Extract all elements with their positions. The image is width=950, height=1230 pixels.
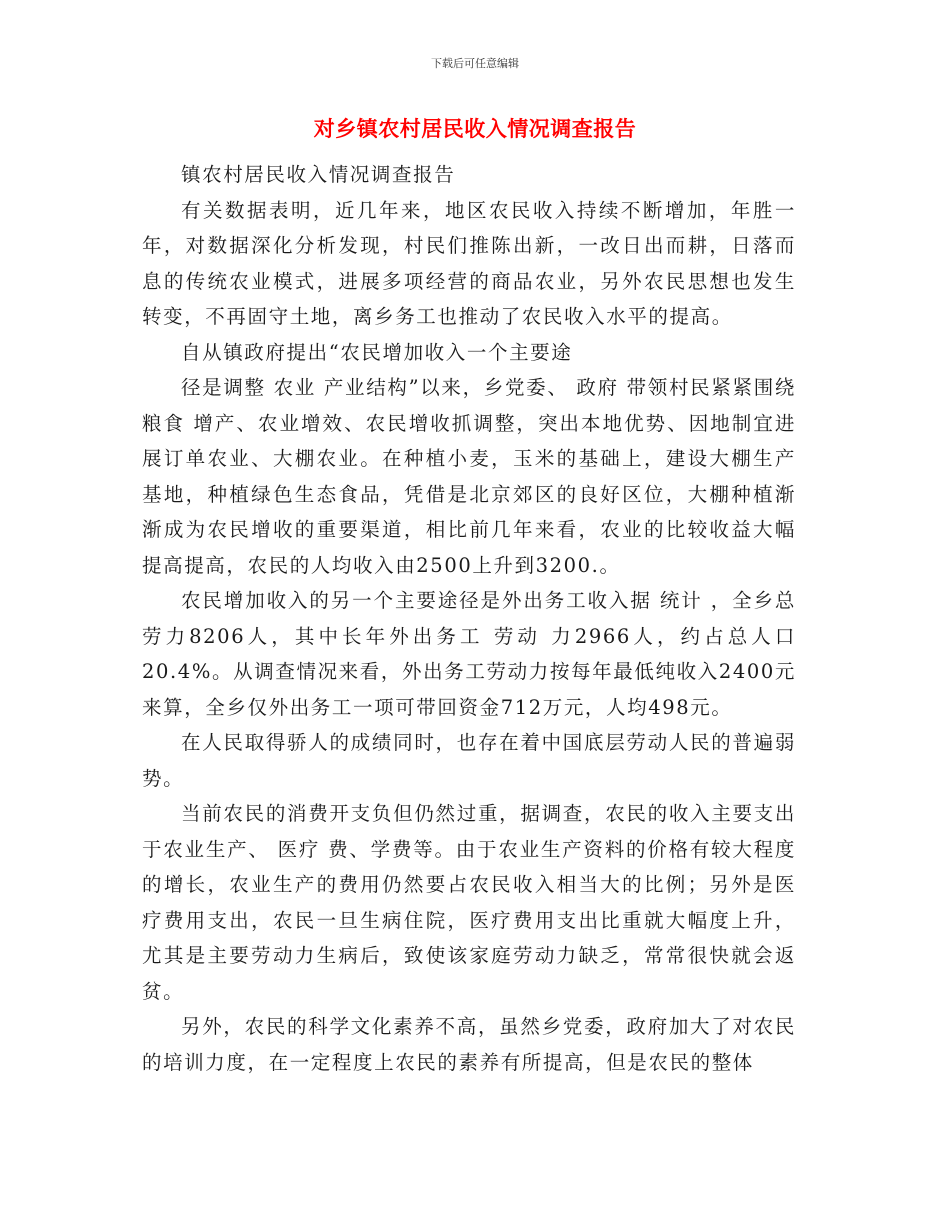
paragraph: 径是调整 农业 产业结构”以来，乡党委、 政府 带领村民紧紧围绕 粮食 增产、农业增效、农民增收抓调整，突出本地优势、因地制宜进展订单农业、大棚农业。在种植小麦，玉米的基础上，建设大棚生产基地，种植绿色生态食品，凭借是北京郊区的良好区位，大棚种植渐渐成为农民增收的重要渠道，相比前几年来看，农业的比较收益大幅提高提高，农民的人均收入由2500上升到3200.。 — [142, 376, 796, 577]
paragraph: 农民增加收入的另一个主要途径是外出务工收入据 统计 ，全乡总劳力8206人，其中长年外出务工 劳动 力2966人，约占总人口 20.4%。从调查情况来看，外出务工劳动力按每年最低纯收入2400元来算，全乡仅外出务工一项可带回资金712万元，人均498元。 — [142, 589, 796, 719]
paragraph: 镇农村居民收入情况调查报告 — [181, 163, 456, 186]
paragraph: 有关数据表明，近几年来，地区农民收入持续不断增加，年胜一年，对数据深化分析发现，村民们推陈出新，一改日出而耕，日落而息的传统农业模式，进展多项经营的商品农业，另外农民思想也发生转变，不再固守土地，离乡务工也推动了农民收入水平的提高。 — [142, 198, 796, 328]
document-body — [142, 157, 796, 1080]
document-title: 对乡镇农村居民收入情况调查报告 — [313, 117, 637, 141]
header-note: 下载后可任意编辑 — [431, 57, 519, 70]
paragraph: 在人民取得骄人的成绩同时，也存在着中国底层劳动人民的普遍弱势。 — [142, 731, 796, 790]
paragraph: 另外，农民的科学文化素养不高，虽然乡党委，政府加大了对农民的培训力度，在一定程度上农民的素养有所提高，但是农民的整体 — [142, 1015, 796, 1074]
paragraph: 当前农民的消费开支负但仍然过重，据调查，农民的收入主要支出于农业生产、 医疗 费、学费等。由于农业生产资料的价格有较大程度的增长，农业生产的费用仍然要占农民收入相当大的比例；另外是医疗费用支出，农民一旦生病住院，医疗费用支出比重就大幅度上升，尤其是主要劳动力生病后，致使该家庭劳动力缺乏，常常很快就会返贫。 — [142, 802, 796, 1003]
paragraph: 自从镇政府提出“农民增加收入一个主要途 — [181, 340, 573, 364]
